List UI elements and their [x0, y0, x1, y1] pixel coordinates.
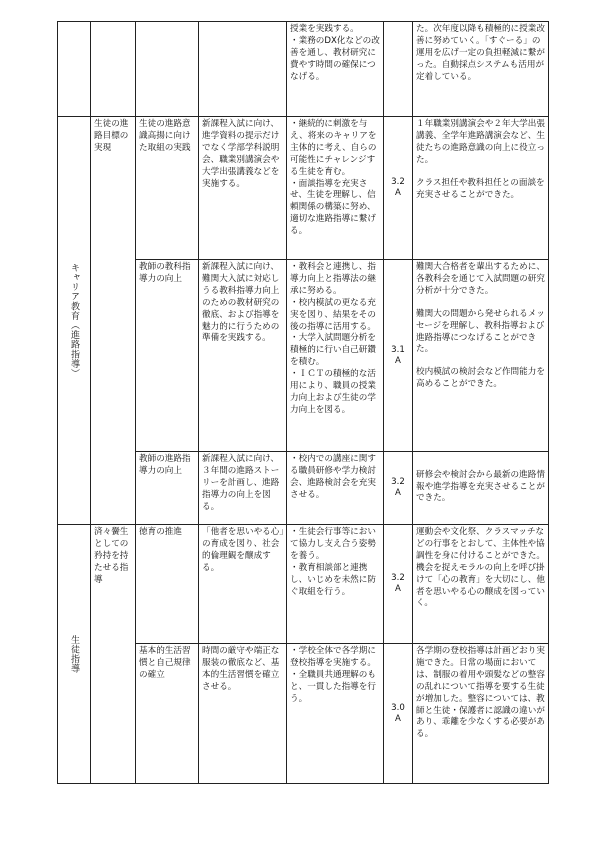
score-cell — [384, 644, 413, 784]
plan-text: 新課程入試に向け、進学資料の提示だけでなく学部学科説明会、職業別講演会や大学出張講義などを実施する。 — [202, 119, 280, 189]
area-label: キャリア教育（進路指導） — [69, 262, 79, 379]
measure-text: ・教育相談部と連携し、いじめを未然に防ぐ取組を行う。 — [290, 562, 376, 597]
measures-cell — [287, 260, 384, 452]
result-cell — [413, 644, 549, 784]
score-cell — [384, 525, 413, 644]
grade-value: A — [395, 488, 401, 498]
measure-text: ・教科会と連携し、指導力向上と指導法の継承に努める。 — [290, 262, 376, 296]
plan-cell — [199, 22, 287, 117]
score-cell — [384, 117, 413, 260]
grade-value: A — [395, 188, 401, 198]
measure-text: ・面談指導を充実させ、生徒を理解し、信頼関係の構築に努め、適切な進路指導に繋げる。 — [290, 178, 376, 237]
item-cell — [136, 22, 199, 117]
score-value: 3.1 — [391, 344, 405, 355]
measure-text: ・大学入試問題分析を積極的に行い自己研鑽を積む。 — [290, 333, 376, 368]
result-text: 各学期の登校指導は計画どおり実施できた。日常の場面においては、制服の着用や頭髪などの整容の乱れについて指導を要する生徒が増加した。整容については、教師と生徒・保護者に認識の違いがあり、乖離を少なくする必要がある。 — [416, 646, 545, 740]
measure-text: ・ＩＣＴの積極的な活用により、職員の授業力向上および生徒の学力向上を図る。 — [290, 369, 376, 415]
table-row — [58, 22, 549, 117]
plan-text: 新課程入試に向け、難関大入試に対応しうる教科指導力向上のための教材研究の徹底、および指導を魅力的に行うための準備を実践する。 — [202, 262, 280, 344]
grade-value: A — [395, 584, 401, 594]
goal-cell — [91, 117, 136, 525]
result-text: 研修会や検討会から最新の進路情報や進学指導を充実させることができた。 — [416, 469, 545, 504]
score-cell — [384, 452, 413, 525]
result-text: １年職業別講演会や２年大学出張講義、全学年進路講演会など、生徒たちの進路意識の向上に役立った。 — [416, 119, 545, 165]
item-text: 生徒の進路意識高揚に向けた取組の実践 — [139, 119, 191, 153]
score-value: 3.2 — [391, 477, 405, 487]
measure-text: ・継続的に刺激を与え、将来のキャリアを主体的に考え、自らの可能性にチャレンジする生徒を育む。 — [290, 119, 377, 177]
item-cell — [136, 260, 199, 452]
measure-text: ・校内模試の更なる充実を図り、結果をその後の指導に活用する。 — [290, 297, 376, 332]
result-cell — [413, 117, 549, 260]
plan-cell — [199, 260, 287, 452]
measure-text: ・業務のDX化などの改善を通し、教材研究に費やす時間の確保につなげる。 — [290, 35, 380, 82]
item-text: 基本的生活習慣と自己規律の確立 — [139, 646, 191, 680]
area-cell — [58, 117, 91, 525]
result-text: 難関大の問題から発せられるメッセージを理解し、教科指導および進路指導につなげることができた。 — [416, 308, 545, 355]
result-text: 校内模試の検討会など作問能力を高めることができた。 — [416, 367, 545, 390]
result-cell — [413, 525, 549, 644]
measure-text: 授業を実践する。 — [290, 24, 359, 34]
measures-cell — [287, 117, 384, 260]
score-cell — [384, 22, 413, 117]
plan-cell — [199, 117, 287, 260]
item-text: 徳育の推進 — [139, 527, 182, 537]
item-cell — [136, 117, 199, 260]
measure-text: ・学校全体で各学期に登校指導を実施する。 — [290, 646, 376, 668]
grade-value: A — [395, 355, 401, 366]
score-value: 3.0 — [391, 702, 405, 713]
plan-text: 「他者を思いやる心」の育成を図り、社会的倫理観を醸成する。 — [202, 527, 284, 573]
plan-text: 新課程入試に向け、３年間の進路ストーリーを計画し、進路指導力の向上を図る。 — [202, 454, 280, 512]
score-value: 3.2 — [391, 177, 405, 187]
goal-cell — [91, 525, 136, 784]
result-text: た。次年度以降も積極的に授業改善に努めていく。「すぐーる」の運用を広げ一定の負担軽減に繋がった。自動採点システムも活用が定着している。 — [416, 24, 545, 82]
grade-value: A — [395, 713, 401, 724]
measure-text: ・生徒会行事等において協力し支え合う姿勢を養う。 — [290, 527, 376, 561]
result-cell — [413, 22, 549, 117]
plan-cell — [199, 644, 287, 784]
evaluation-table — [57, 21, 549, 784]
result-cell — [413, 260, 549, 452]
goal-cell — [91, 22, 136, 117]
table-row — [58, 525, 549, 644]
measures-cell — [287, 452, 384, 525]
score-value: 3.2 — [391, 573, 405, 583]
result-text: 難関大合格者を輩出するために、各教科会を通じて入試問題の研究分析が十分できた。 — [416, 262, 545, 296]
score-cell — [384, 260, 413, 452]
plan-cell — [199, 525, 287, 644]
item-text: 教師の教科指導力の向上 — [139, 262, 191, 284]
plan-cell — [199, 452, 287, 525]
area-cell — [58, 525, 91, 784]
table-row — [58, 117, 549, 260]
goal-text: 生徒の進路目標の実現 — [94, 119, 129, 153]
result-text: クラス担任や教科担任との面談を充実させることができた。 — [416, 177, 545, 200]
item-cell — [136, 452, 199, 525]
measures-cell — [287, 644, 384, 784]
item-text: 教師の進路指導力の向上 — [139, 454, 191, 476]
goal-text: 済々黌生としての矜持を持たせる指導 — [94, 527, 129, 585]
item-cell — [136, 644, 199, 784]
measure-text: ・校内での講座に関する職員研修や学力検討会、進路検討会を充実させる。 — [290, 454, 376, 500]
item-cell — [136, 525, 199, 644]
area-cell — [58, 22, 91, 117]
area-label: 生徒指導 — [69, 634, 79, 674]
result-cell — [413, 452, 549, 525]
result-text: 運動会や文化祭、クラスマッチなどの行事をとおして、主体性や協調性を身に付けることができた。機会を捉えモラルの向上を呼び掛けて「心の教育」を大切にし、他者を思いやる心の醸成を図っていく。 — [416, 527, 545, 609]
measures-cell — [287, 22, 384, 117]
plan-text: 時間の厳守や端正な服装の徹底など、基本的生活習慣を確立させる。 — [202, 646, 280, 692]
measure-text: ・全職員共通理解のもと、一貫した指導を行う。 — [290, 669, 376, 704]
measures-cell — [287, 525, 384, 644]
